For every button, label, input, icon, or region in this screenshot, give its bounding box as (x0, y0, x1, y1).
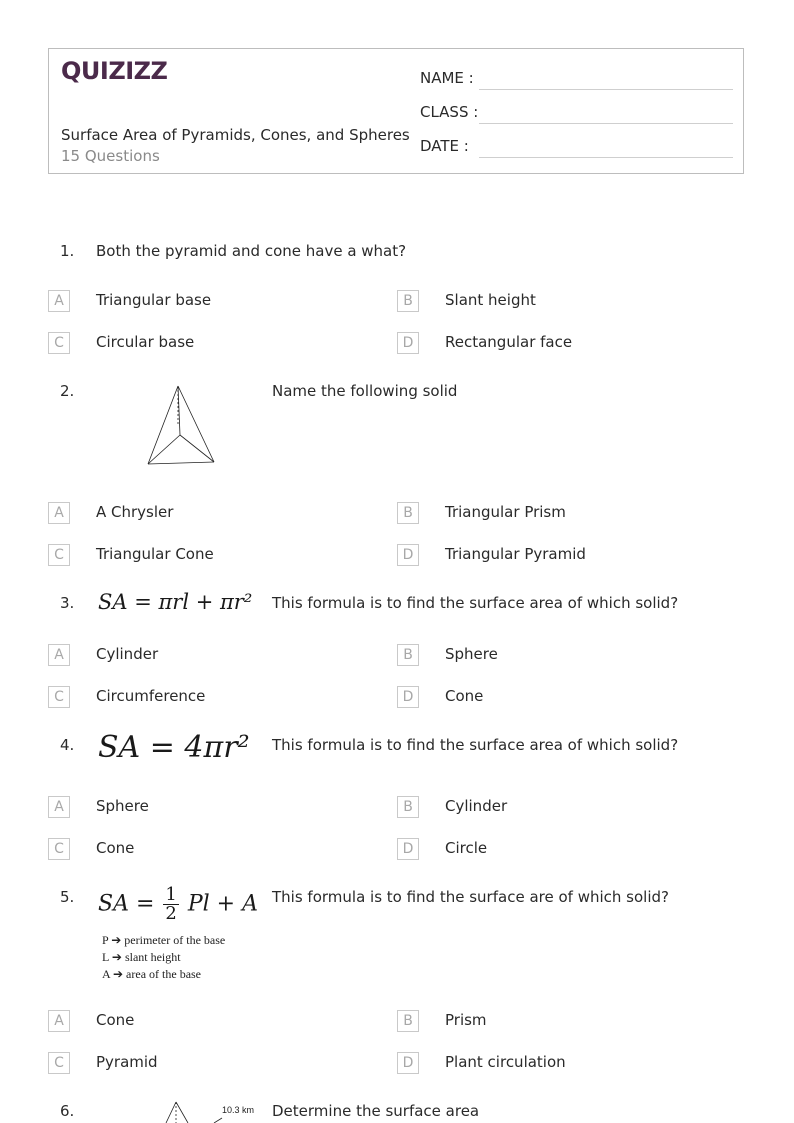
option-text: Cylinder (445, 797, 508, 815)
formula-left: SA = (98, 891, 155, 917)
question-number: 4. (60, 736, 75, 754)
option-text: Plant circulation (445, 1053, 566, 1071)
option-text: Triangular Cone (96, 545, 214, 563)
name-field[interactable] (479, 89, 733, 90)
option-letter[interactable]: B (397, 796, 419, 818)
option-letter[interactable]: D (397, 332, 419, 354)
option-letter[interactable]: D (397, 686, 419, 708)
option-letter[interactable]: C (48, 686, 70, 708)
image-measure-label: 10.3 km (222, 1105, 255, 1115)
option-text: Sphere (445, 645, 498, 663)
option-letter[interactable]: A (48, 796, 70, 818)
fraction-numerator: 1 (165, 884, 177, 905)
option-text: Sphere (96, 797, 149, 815)
option-letter[interactable]: C (48, 544, 70, 566)
option-text: Slant height (445, 291, 536, 309)
option-letter[interactable]: C (48, 332, 70, 354)
question-number: 5. (60, 888, 75, 906)
question-text: Determine the surface area (272, 1102, 480, 1120)
option-letter[interactable]: A (48, 502, 70, 524)
option-letter[interactable]: B (397, 502, 419, 524)
question-number: 6. (60, 1102, 75, 1120)
question-text: Name the following solid (272, 382, 458, 400)
question-text: This formula is to find the surface are of which solid? (272, 888, 669, 906)
pyramid-figure-partial (110, 1100, 260, 1123)
option-text: Pyramid (96, 1053, 158, 1071)
option-letter[interactable]: D (397, 838, 419, 860)
option-letter[interactable]: D (397, 544, 419, 566)
option-letter[interactable]: D (397, 1052, 419, 1074)
option-text: Circumference (96, 687, 206, 705)
pyramid-figure (140, 380, 220, 470)
class-field[interactable] (479, 123, 733, 124)
class-label: CLASS : (420, 103, 479, 121)
pyramid-formula (98, 886, 258, 923)
legend-line: A ➔ area of the base (102, 967, 202, 981)
name-label: NAME : (420, 69, 474, 87)
question-number: 2. (60, 382, 75, 400)
option-letter[interactable]: C (48, 838, 70, 860)
question-count: 15 Questions (61, 147, 160, 165)
option-text: Cylinder (96, 645, 159, 663)
option-letter[interactable]: B (397, 290, 419, 312)
option-text: Prism (445, 1011, 487, 1029)
worksheet-title: Surface Area of Pyramids, Cones, and Spheres (61, 126, 410, 144)
option-text: Circular base (96, 333, 195, 351)
option-text: Triangular Pyramid (445, 545, 586, 563)
option-text: Circle (445, 839, 488, 857)
option-text: Cone (96, 1011, 135, 1029)
quizizz-logo: QUIZIZZ (61, 57, 168, 85)
question-number: 1. (60, 242, 75, 260)
sphere-formula: SA = 4πr² (98, 730, 250, 765)
date-field[interactable] (479, 157, 733, 158)
option-text: A Chrysler (96, 503, 174, 521)
option-text: Triangular Prism (445, 503, 566, 521)
formula-fraction (163, 886, 178, 923)
formula-right: Pl + A (187, 891, 258, 917)
date-label: DATE : (420, 137, 469, 155)
legend-line: P ➔ perimeter of the base (102, 933, 226, 947)
option-letter[interactable]: A (48, 1010, 70, 1032)
formula-legend (102, 932, 225, 983)
option-letter[interactable]: A (48, 290, 70, 312)
worksheet-header (48, 48, 744, 174)
legend-line: L ➔ slant height (102, 950, 181, 964)
option-text: Rectangular face (445, 333, 573, 351)
fraction-denominator: 2 (165, 903, 177, 924)
cone-formula: SA = πrl + πr² (98, 590, 253, 614)
option-letter[interactable]: B (397, 1010, 419, 1032)
option-text: Cone (445, 687, 484, 705)
option-letter[interactable]: B (397, 644, 419, 666)
option-letter[interactable]: C (48, 1052, 70, 1074)
option-letter[interactable]: A (48, 644, 70, 666)
option-text: Triangular base (96, 291, 212, 309)
question-number: 3. (60, 594, 75, 612)
option-text: Cone (96, 839, 135, 857)
question-text: Both the pyramid and cone have a what? (96, 242, 407, 260)
question-text: This formula is to find the surface area of which solid? (272, 736, 679, 754)
question-text: This formula is to find the surface area of which solid? (272, 594, 679, 612)
